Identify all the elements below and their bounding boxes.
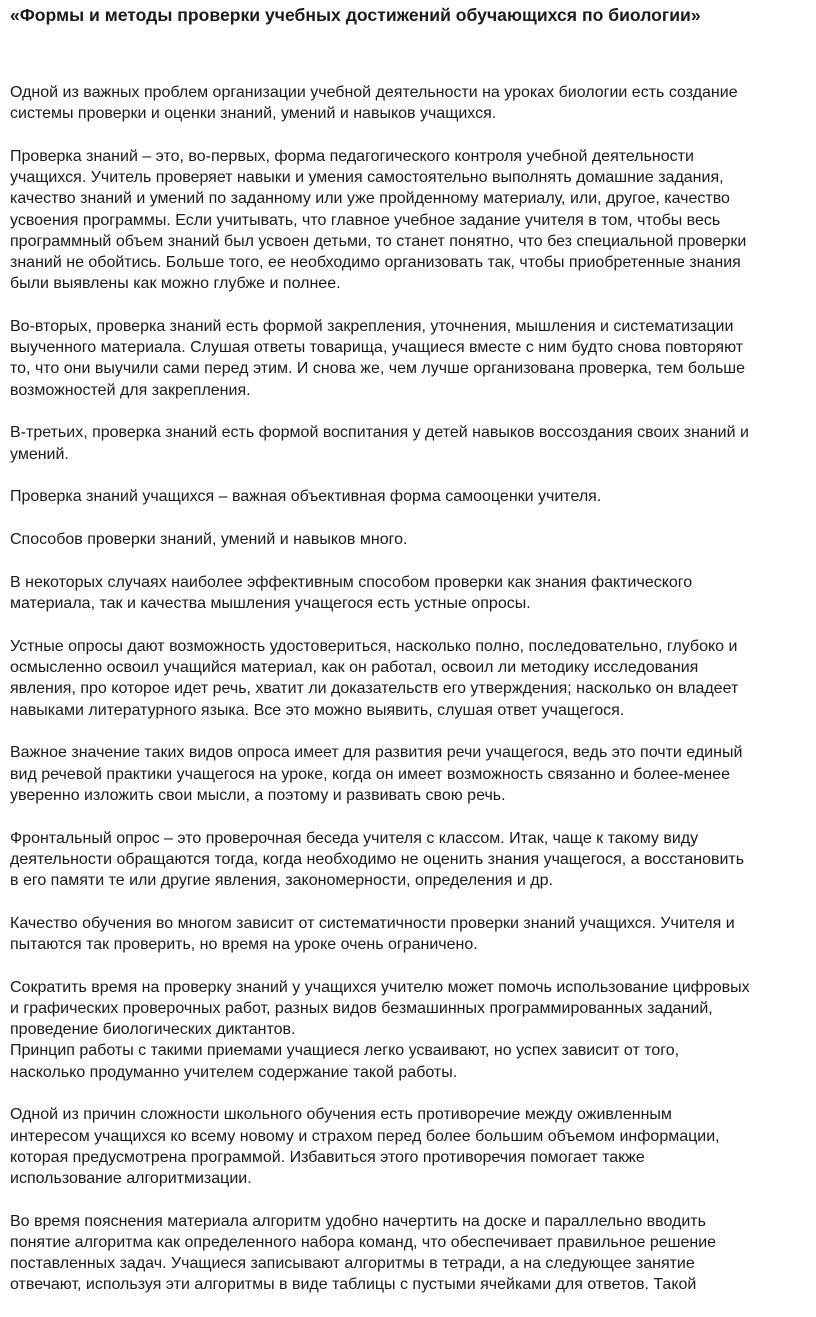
- document-body: [10, 82, 810, 1317]
- paragraph: Способов проверки знаний, умений и навыков много.: [10, 531, 408, 549]
- paragraph: Одной из важных проблем организации учебной деятельности на уроках биологии есть создание системы проверки и оценки знаний, умений и навыков учащихся.: [10, 84, 738, 123]
- paragraph: Во-вторых, проверка знаний есть формой закрепления, уточнения, мышления и систематизации выученного материала. Слушая ответы товарища, учащиеся вместе с ним будто снова повторяют то, что они выучили сами перед этим. И снова же, чем лучше организована проверка, тем больше возможностей для закрепления.: [10, 318, 746, 399]
- paragraph: В-третьих, проверка знаний есть формой воспитания у детей навыков воссоздания своих знаний и умений.: [10, 424, 749, 463]
- paragraph: Во время пояснения материала алгоритм удобно начертить на доске и параллельно вводить понятие алгоритма как определенного набора команд, что обеспечивает правильное решение поставленных задач. Учащиеся записывают алгоритмы в тетради, а на следующее занятие отвечают, используя эти алгоритмы в виде таблицы с пустыми ячейками для ответов. Такой: [10, 1212, 717, 1294]
- paragraph: Устные опросы дают возможность удостовериться, насколько полно, последовательно, глубоко и осмысленно освоил учащийся материал, как он работал, освоил ли методику исследования явления, про которое идет речь, хватит ли доказательств его утверждения; насколько он владеет навыками литературного языка. Все это можно выявить, слушая ответ учащегося.: [10, 638, 739, 719]
- paragraph: Сократить время на проверку знаний у учащихся учителю может помочь использование цифровых и графических проверочных работ, разных видов безмашинных программированных заданий, проведение биологических диктантов.: [10, 978, 750, 1039]
- paragraph: Проверка знаний учащихся – важная объективная форма самооценки учителя.: [10, 488, 602, 506]
- paragraph: В некоторых случаях наиболее эффективным способом проверки как знания фактического материала, так и качества мышления учащегося есть устные опросы.: [10, 574, 693, 613]
- paragraph: Важное значение таких видов опроса имеет для развития речи учащегося, ведь это почти единый вид речевой практики учащегося на уроке, когда он имеет возможность связанно и более-менее уверенно изложить свои мысли, а поэтому и развивать свою речь.: [10, 744, 743, 804]
- paragraph: Проверка знаний – это, во-первых, форма педагогического контроля учебной деятельности учащихся. Учитель проверяет навыки и умения самостоятельно выполнять домашние задания, качество знаний и умений по заданному или уже пройденному материалу, или, другое, качество усвоения программы. Если учитывать, что главное учебное задание учителя в том, чтобы весь программный объем знаний был усвоен детьми, то станет понятно, что без специальной проверки знаний не обойтись. Больше того, ее необходимо организовать так, чтобы приобретенные знания были выявлены как можно глубже и полнее.: [10, 148, 747, 293]
- document-title: «Формы и методы проверки учебных достижений обучающихся по биологии»: [10, 5, 701, 25]
- paragraph: Принцип работы с такими приемами учащиеся легко усваивают, но успех зависит от того, насколько продуманно учителем содержание такой работы.: [10, 1042, 680, 1081]
- paragraph: Качество обучения во многом зависит от систематичности проверки знаний учащихся. Учителя и пытаются так проверить, но время на уроке очень ограничено.: [10, 914, 735, 954]
- paragraph: Одной из причин сложности школьного обучения есть противоречие между оживленным интересом учащихся ко всему новому и страхом перед более большим объемом информации, которая предусмотрена программой. Избавиться этого противоречия помогает также использование алгоритмизации.: [10, 1106, 720, 1188]
- paragraph: Фронтальный опрос – это проверочная беседа учителя с классом. Итак, чаще к такому виду деятельности обращаются тогда, когда необходимо не оценить знания учащегося, а восстановить в его памяти те или другие явления, закономерности, определения и др.: [10, 829, 745, 890]
